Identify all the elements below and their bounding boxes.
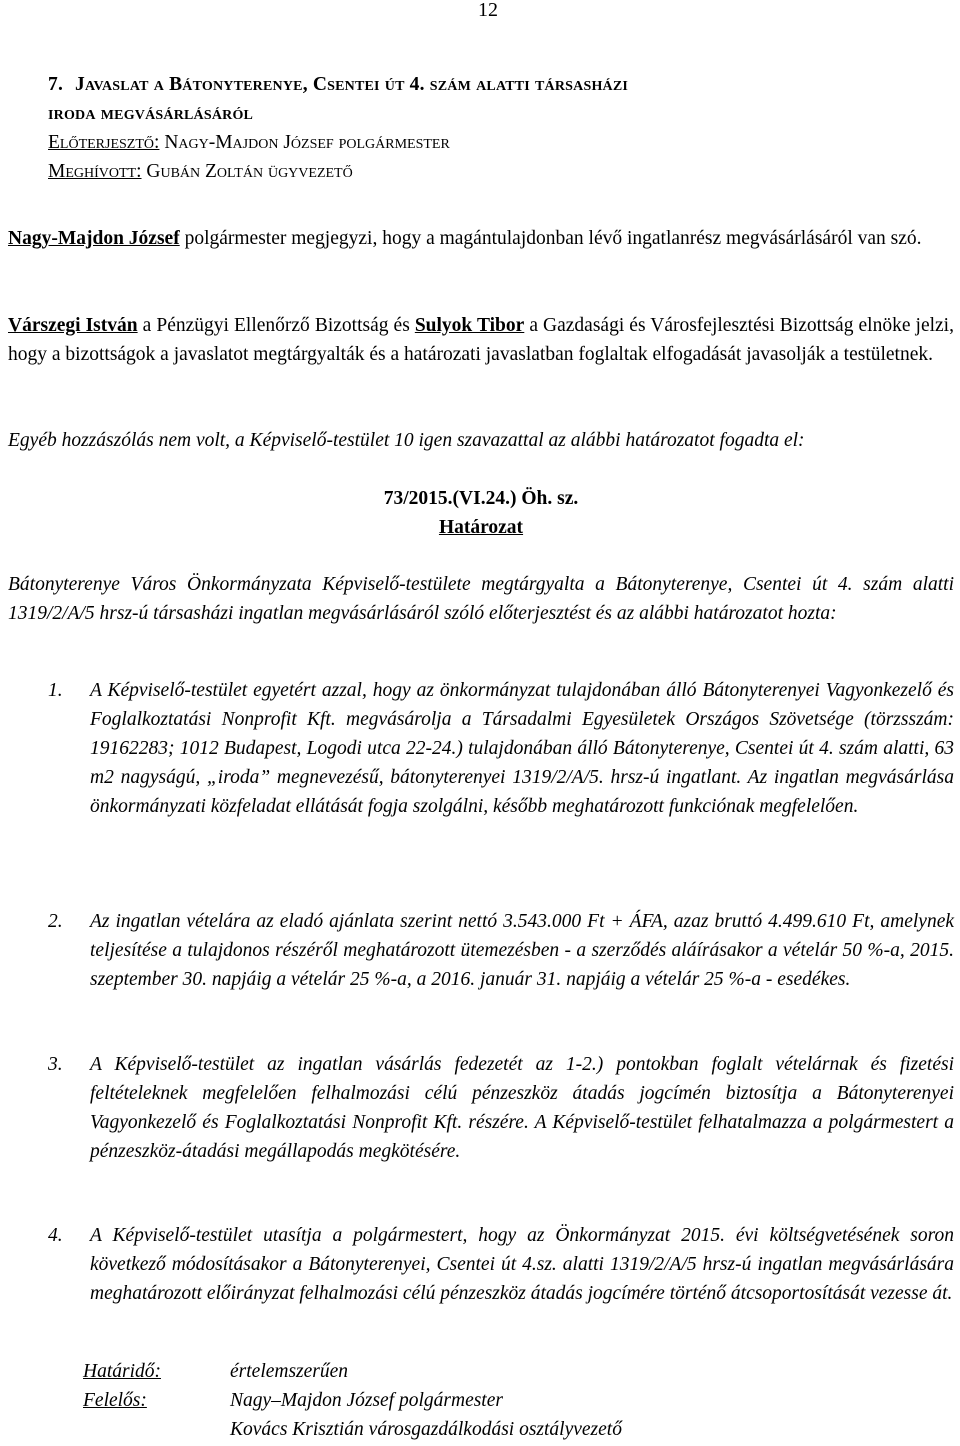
responsible-spacer — [83, 1415, 230, 1444]
presenter-name: Nagy-Majdon József polgármester — [159, 132, 450, 153]
presenter-line — [48, 128, 954, 157]
committee-paragraph: Várszegi István a Pénzügyi Ellenőrző Bizottság és Sulyok Tibor a Gazdasági és Városfejlesztési Bizottság elnöke jelzi, hogy a bizottságok a javaslatot megtárgyalták és a határozati javaslatban foglaltak elfogadását javasolják a testületnek. — [8, 315, 954, 365]
deadline-row — [83, 1357, 954, 1386]
agenda-title-line1: 7. Javaslat a Bátonyterenye, Csentei út 4. szám alatti társasházi — [48, 74, 629, 95]
speaker-name-1: Várszegi István — [8, 315, 138, 336]
item-text: A Képviselő-testület egyetért azzal, hogy az önkormányzat tulajdonában álló Bátonyterenyei Vagyonkezelő és Foglalkoztatási Nonprofit Kft. megvásárolja a Társadalmi Egyesületek Országos Szövetsége (törzsszám: 19162283; 1012 Budapest, Logodi utca 22-24.) tulajdonában álló Bátonyterenye, Csentei út 4. szám alatti, 63 m2 nagyságú, „iroda” megnevezésű, bátonyterenyei 1319/2/A/5. hrsz-ú ingatlant. Az ingatlan megvásárlása önkormányzati közfeladat ellátását fogja szolgálni, később meghatározott funkciónak megfelelően. — [90, 680, 954, 817]
deadline-value: értelemszerűen — [230, 1361, 349, 1382]
agenda-item-number: 7. — [48, 74, 64, 95]
agenda-title-line2: iroda megvásárlásáról — [48, 103, 254, 124]
responsible-person-2: Kovács Krisztián városgazdálkodási osztályvezető — [230, 1419, 622, 1440]
invited-name: Gubán Zoltán ügyvezető — [141, 161, 353, 182]
resolution-item-2 — [48, 907, 954, 994]
responsible-row-2 — [83, 1415, 954, 1444]
resolution-number: 73/2015.(VI.24.) Öh. sz. — [383, 488, 579, 509]
resolution-item-3 — [48, 1050, 954, 1166]
item-text: Az ingatlan vételára az eladó ajánlata szerint nettó 3.543.000 Ft + ÁFA, azaz bruttó 4.499.610 Ft, amelynek teljesítése a tulajdonos részéről meghatározott ütemezésben - a szerződés aláírásakor a vételár 50 %-a, 2015. szeptember 30. napjáig a vételár 25 %-a, a 2016. január 31. napjáig a vételár 25 %-a - esedékes. — [90, 911, 954, 990]
item-text: A Képviselő-testület utasítja a polgármestert, hogy az Önkormányzat 2015. évi költségvetésének soron következő módosításakor a Bátonyterenyei, Csentei út 4.sz. alatti 1319/2/A/5 hrsz-ú ingatlan megvásárlására meghatározott előirányzat felhalmozási célú pénzeszköz átadás jogcímére történő átcsoportosítását vezesse át. — [90, 1225, 954, 1304]
resolution-title: Határozat — [438, 517, 524, 538]
item-number: 3. — [48, 1054, 63, 1075]
item-number: 4. — [48, 1225, 63, 1246]
resolution-item-1 — [48, 676, 954, 821]
speaker-name: Nagy-Majdon József — [8, 228, 180, 249]
item-number: 2. — [48, 911, 63, 932]
responsible-row — [83, 1386, 954, 1415]
responsible-label: Felelős: — [83, 1390, 147, 1411]
speaker-name-2: Sulyok Tibor — [414, 315, 525, 336]
responsibility-block — [83, 1357, 954, 1444]
invited-line — [48, 157, 954, 186]
agenda-heading — [48, 70, 954, 186]
presenter-label: Előterjesztő: — [48, 132, 160, 153]
mayor-paragraph: Nagy-Majdon József polgármester megjegyzi, hogy a magántulajdonban lévő ingatlanrész megvásárlásáról van szó. — [8, 228, 922, 249]
deadline-label: Határidő: — [83, 1361, 161, 1382]
resolution-preamble: Bátonyterenye Város Önkormányzata Képviselő-testülete megtárgyalta a Bátonyterenye, Csentei út 4. szám alatti 1319/2/A/5 hrsz-ú társasházi ingatlan megvásárlásáról szóló előterjesztést és az alábbi határozatot hozta: — [8, 574, 954, 624]
page-number: 12 — [478, 0, 498, 21]
invited-label: Meghívott: — [48, 161, 142, 182]
resolution-item-4 — [48, 1221, 954, 1308]
item-text: A Képviselő-testület az ingatlan vásárlás fedezetét az 1-2.) pontokban foglalt vételárnak és fizetési feltételeknek megfelelően felhalmozási célú pénzeszköz átadás jogcímén biztosítja a Bátonyterenyei Vagyonkezelő és Foglalkoztatási Nonprofit Kft. részére. A Képviselő-testület felhatalmazza a polgármestert a pénzeszköz-átadási megállapodás megkötésére. — [90, 1054, 954, 1162]
responsible-person-1: Nagy–Majdon József polgármester — [230, 1390, 503, 1411]
item-number: 1. — [48, 680, 63, 701]
vote-paragraph: Egyéb hozzászólás nem volt, a Képviselő-testület 10 igen szavazattal az alábbi határozatot fogadta el: — [8, 430, 805, 451]
